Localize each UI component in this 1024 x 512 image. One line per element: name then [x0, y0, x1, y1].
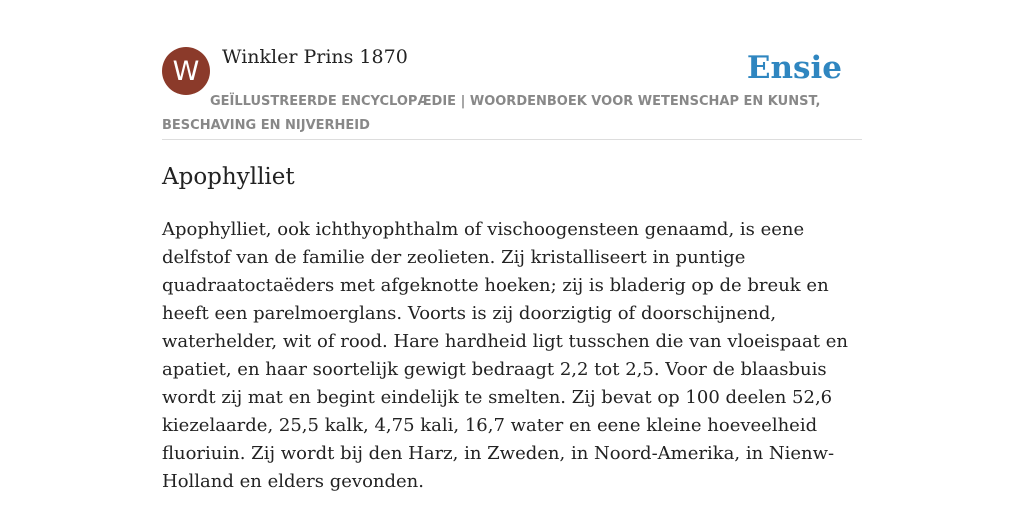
- entry-title: Apophylliet: [162, 164, 295, 190]
- avatar-letter: W: [172, 55, 200, 87]
- source-avatar[interactable]: [162, 47, 210, 95]
- source-header: [162, 0, 862, 140]
- entry-body: Apophylliet, ook ichthyophthalm of vischoogensteen genaamd, is eene delfstof van de familie der zeolieten. Zij kristalliseert in puntige quadraatoctaëders met afgeknotte hoeken; zij is bladerig op de breuk en heeft een parelmoerglans. Voorts is zij doorzigtig of doorschijnend, waterhelder, wit of rood. Hare hardheid ligt tusschen die van vloeispaat en apatiet, en haar soortelijk gewigt bedraagt 2,2 tot 2,5. Voor de blaasbuis wordt zij mat en begint eindelijk te smelten. Zij bevat op 100 deelen 52,6 kiezelaarde, 25,5 kalk, 4,75 kali, 16,7 water en eene kleine hoeveelheid fluoriuin. Zij wordt bij den Harz, in Zweden, in Noord-Amerika, in Nienw-Holland en elders gevonden.: [162, 219, 848, 492]
- source-title-link[interactable]: Winkler Prins 1870: [222, 46, 408, 68]
- source-subtitle: GEÏLLUSTREERDE ENCYCLOPÆDIE | WOORDENBOEK VOOR WETENSCHAP EN KUNST, BESCHAVING EN NIJVERHEID: [162, 94, 821, 133]
- page-container: [162, 0, 862, 492]
- ensie-logo[interactable]: Ensie: [746, 50, 842, 86]
